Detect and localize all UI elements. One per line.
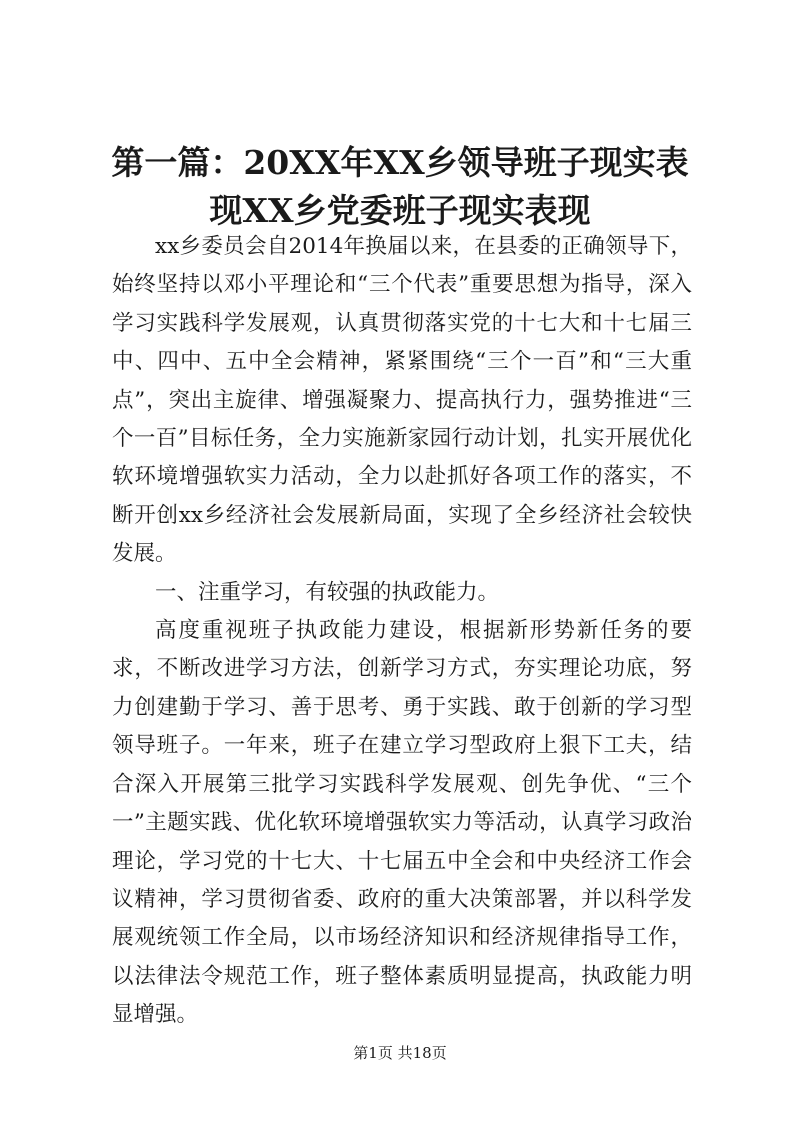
paragraph-intro: xx乡委员会自2014年换届以来，在县委的正确领导下，始终坚持以邓小平理论和“三个代表”重要思想为指导，深入学习实践科学发展观，认真贯彻落实党的十七大和十七届三中、四中、五中全会精神，紧紧围绕“三个一百”和“三大重点”，突出主旋律、增强凝聚力、提高执行力，强势推进“三个一百”目标任务，全力实施新家园行动计划，扎实开展优化软环境增强软实力活动，全力以赴抓好各项工作的落实，不断开创xx乡经济社会发展新局面，实现了全乡经济社会较快发展。 bbox=[112, 234, 692, 567]
document-body bbox=[112, 228, 692, 1035]
document-title: 第一篇：20XX年XX乡领导班子现实表现XX乡党委班子现实表现 bbox=[111, 143, 689, 230]
paragraph-study: 高度重视班子执政能力建设，根据新形势新任务的要求，不断改进学习方法，创新学习方式，夯实理论功底，努力创建勤于学习、善于思考、勇于实践、敢于创新的学习型领导班子。一年来，班子在建立学习型政府上狠下工夫，结合深入开展第三批学习实践科学发展观、创先争优、“三个一”主题实践、优化软环境增强软实力等活动，认真学习政治理论，学习党的十七大、十七届五中全会和中央经济工作会议精神，学习贯彻省委、政府的重大决策部署，并以科学发展观统领工作全局，以市场经济知识和经济规律指导工作，以法律法令规范工作，班子整体素质明显提高，执政能力明显增强。 bbox=[112, 618, 692, 1028]
page-number-footer: 第1页 共18页 bbox=[353, 1044, 447, 1062]
paragraph-heading-1: 一、注重学习，有较强的执政能力。 bbox=[155, 579, 500, 605]
